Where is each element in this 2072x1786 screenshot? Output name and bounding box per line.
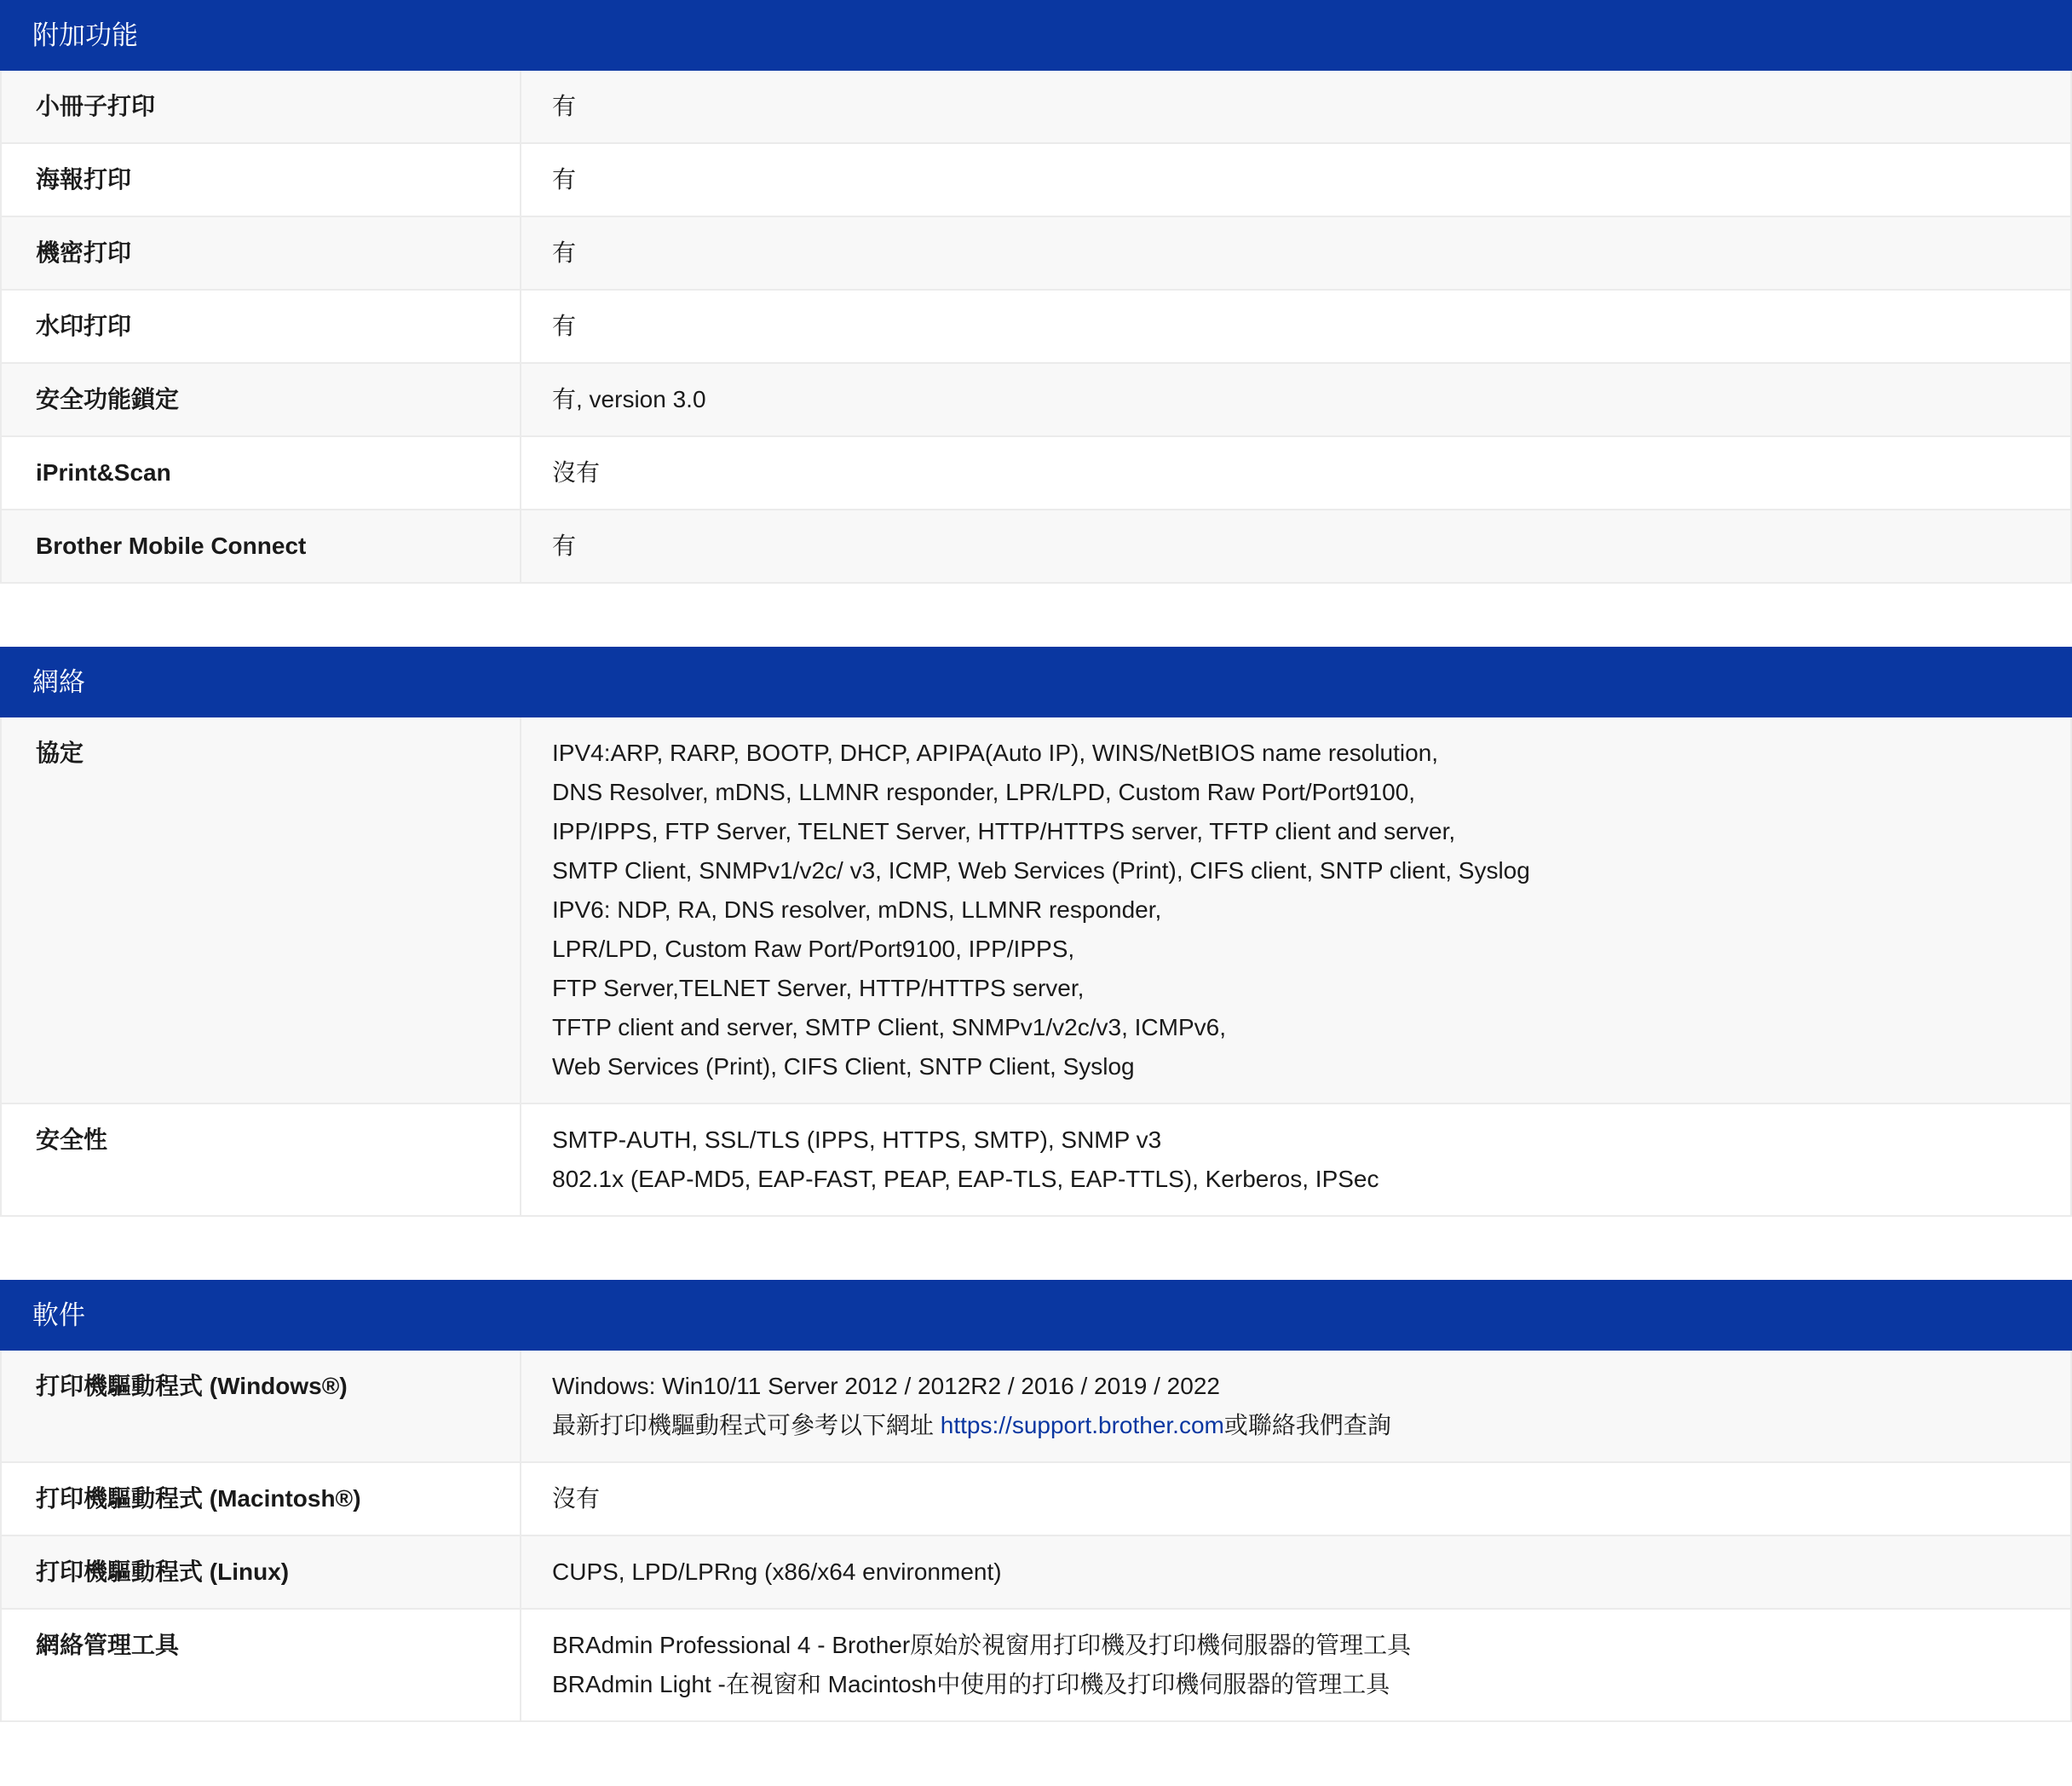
- row-value: 沒有: [520, 437, 2072, 509]
- value-line: BRAdmin Light -在視窗和 Macintosh中使用的打印機及打印機伺服器的管理工具: [552, 1671, 1390, 1697]
- table-row: [0, 717, 2072, 1104]
- value-line: IPP/IPPS, FTP Server, TELNET Server, HTTP/HTTPS server, TFTP client and server,: [552, 818, 1456, 844]
- value-line: IPV6: NDP, RA, DNS resolver, mDNS, LLMNR responder,: [552, 896, 1162, 923]
- row-value: 有: [520, 71, 2072, 142]
- row-label: 打印機驅動程式 (Macintosh®): [0, 1463, 520, 1535]
- section-network: [0, 647, 2072, 1217]
- table-row: [0, 144, 2072, 217]
- table-row: [0, 1536, 2072, 1610]
- row-label: 小冊子打印: [0, 71, 520, 142]
- row-label: 打印機驅動程式 (Windows®): [0, 1351, 520, 1461]
- value-line: TFTP client and server, SMTP Client, SNMPv1/v2c/v3, ICMPv6,: [552, 1014, 1226, 1040]
- row-label: iPrint&Scan: [0, 437, 520, 509]
- section-title: 軟件: [0, 1280, 2072, 1351]
- row-value: 有: [520, 144, 2072, 216]
- row-label: 打印機驅動程式 (Linux): [0, 1536, 520, 1608]
- row-value: 有, version 3.0: [520, 364, 2072, 435]
- support-link[interactable]: https://support.brother.com: [940, 1412, 1224, 1438]
- section-title: 網絡: [0, 647, 2072, 717]
- row-label: Brother Mobile Connect: [0, 510, 520, 582]
- value-line: SMTP Client, SNMPv1/v2c/ v3, ICMP, Web Services (Print), CIFS client, SNTP client, Syslog: [552, 857, 1530, 884]
- table-row: [0, 291, 2072, 364]
- table-row: [0, 364, 2072, 437]
- spec-table: [0, 717, 2072, 1217]
- table-row: [0, 1104, 2072, 1217]
- value-line: BRAdmin Professional 4 - Brother原始於視窗用打印機及打印機伺服器的管理工具: [552, 1632, 1412, 1658]
- section-gap: [0, 584, 2072, 647]
- row-value: 有: [520, 291, 2072, 362]
- spec-table: [0, 71, 2072, 584]
- row-label: 安全性: [0, 1104, 520, 1215]
- table-row: [0, 510, 2072, 584]
- section-additional-features: [0, 0, 2072, 584]
- value-text: 最新打印機驅動程式可參考以下網址: [552, 1412, 941, 1438]
- value-line: Web Services (Print), CIFS Client, SNTP Client, Syslog: [552, 1053, 1135, 1080]
- section-title: 附加功能: [0, 0, 2072, 71]
- row-value: CUPS, LPD/LPRng (x86/x64 environment): [520, 1536, 2072, 1608]
- row-value: [520, 717, 2072, 1103]
- row-label: 機密打印: [0, 217, 520, 289]
- spec-table: [0, 1351, 2072, 1722]
- row-value: 有: [520, 510, 2072, 582]
- value-line: [552, 1406, 2070, 1445]
- row-value: 有: [520, 217, 2072, 289]
- row-label: 協定: [0, 717, 520, 1103]
- value-text: 或聯絡我們查詢: [1223, 1412, 1391, 1438]
- row-label: 安全功能鎖定: [0, 364, 520, 435]
- section-software: [0, 1280, 2072, 1722]
- row-label: 水印打印: [0, 291, 520, 362]
- value-line: Windows: Win10/11 Server 2012 / 2012R2 / 2016 / 2019 / 2022: [552, 1373, 1220, 1399]
- value-line: IPV4:ARP, RARP, BOOTP, DHCP, APIPA(Auto IP), WINS/NetBIOS name resolution,: [552, 740, 1439, 766]
- row-label: 網絡管理工具: [0, 1610, 520, 1720]
- row-value: 沒有: [520, 1463, 2072, 1535]
- row-label: 海報打印: [0, 144, 520, 216]
- row-value: [520, 1351, 2072, 1461]
- table-row: [0, 217, 2072, 291]
- table-row: [0, 1610, 2072, 1722]
- value-line: DNS Resolver, mDNS, LLMNR responder, LPR/LPD, Custom Raw Port/Port9100,: [552, 779, 1416, 805]
- value-line: 802.1x (EAP-MD5, EAP-FAST, PEAP, EAP-TLS, EAP-TTLS), Kerberos, IPSec: [552, 1166, 1379, 1192]
- table-row: [0, 1351, 2072, 1463]
- row-value: [520, 1104, 2072, 1215]
- section-gap: [0, 1217, 2072, 1280]
- value-line: SMTP-AUTH, SSL/TLS (IPPS, HTTPS, SMTP), SNMP v3: [552, 1126, 1162, 1153]
- table-row: [0, 1463, 2072, 1536]
- table-row: [0, 71, 2072, 144]
- value-line: LPR/LPD, Custom Raw Port/Port9100, IPP/IPPS,: [552, 936, 1075, 962]
- value-line: FTP Server,TELNET Server, HTTP/HTTPS server,: [552, 975, 1085, 1001]
- table-row: [0, 437, 2072, 510]
- row-value: [520, 1610, 2072, 1720]
